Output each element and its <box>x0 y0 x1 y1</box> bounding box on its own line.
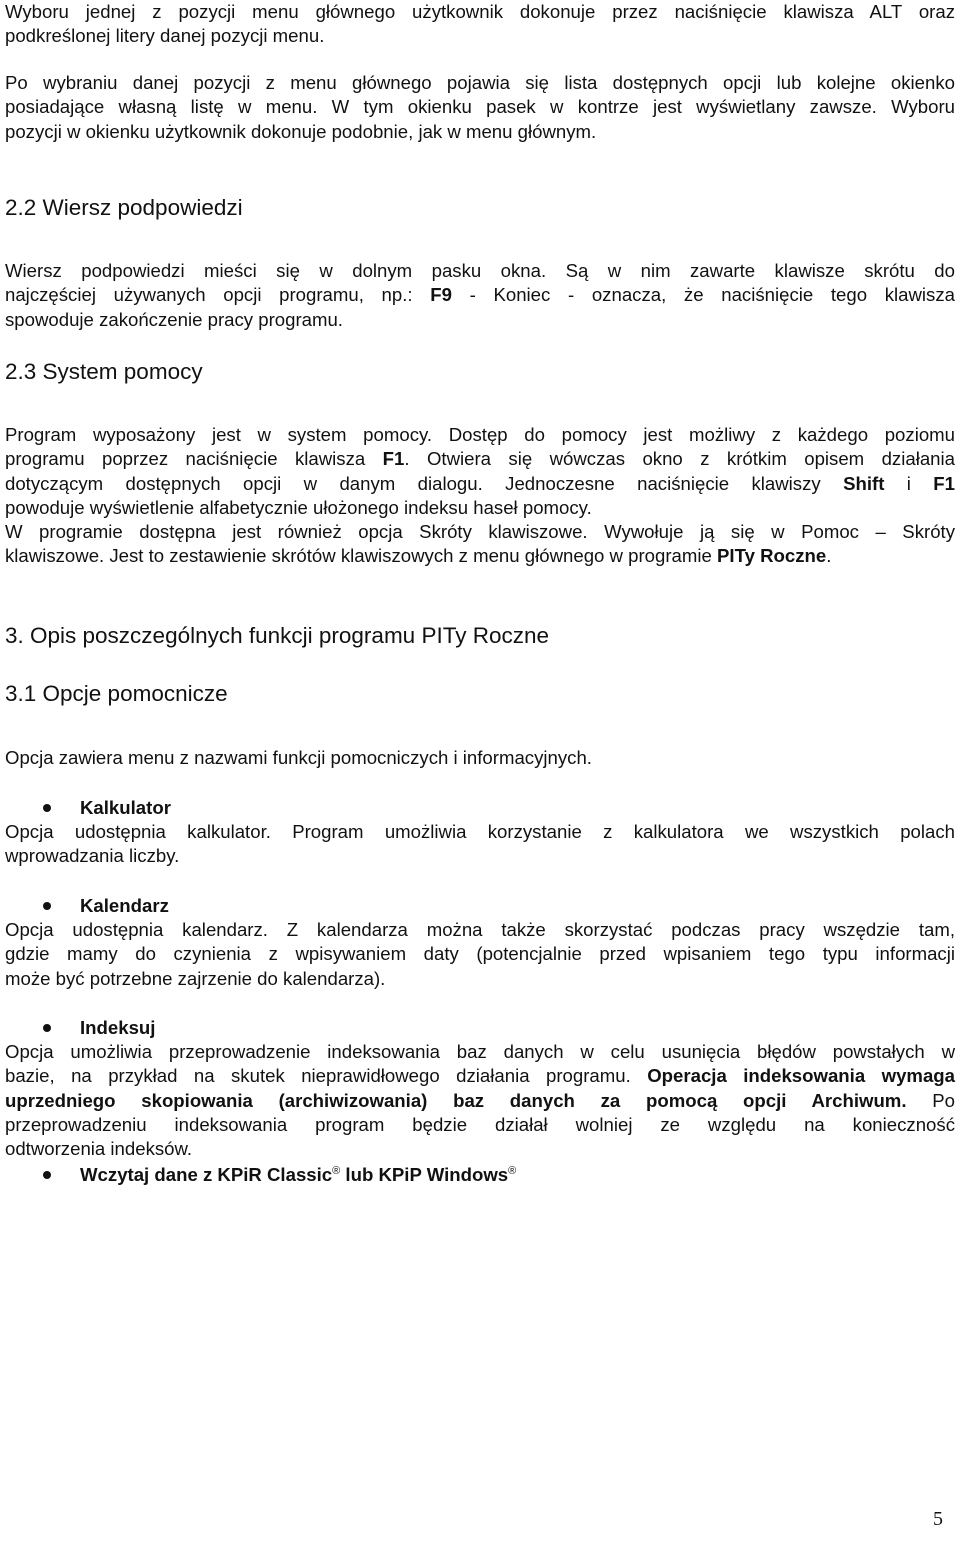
text-line: może być potrzebne zajrzenie do kalendarza). <box>5 967 386 989</box>
text-line: Wiersz podpowiedzi mieści się w dolnym pasku okna. Są w nim zawarte klawisze skrótu do <box>5 260 955 281</box>
bullet-icon <box>43 1171 51 1179</box>
text-line <box>5 447 955 471</box>
text-line: Opcja udostępnia kalendarz. Z kalendarza można także skorzystać podczas pracy wszędzie tam, <box>5 919 955 940</box>
text-line: pozycji w okienku użytkownik dokonuje podobnie, jak w menu głównym. <box>5 120 597 142</box>
key-shift: Shift <box>843 472 885 494</box>
page-number: 5 <box>933 1508 943 1530</box>
program-name: PITy Roczne <box>717 545 827 567</box>
text-line: powoduje wyświetlenie alfabetycznie ułożonego indeksu haseł pomocy. <box>5 496 592 518</box>
text-line <box>5 283 955 307</box>
item-kalkulator-desc <box>5 820 955 869</box>
key-f1: F1 <box>933 472 955 494</box>
text-span: klawiszowe. Jest to zestawienie skrótów klawiszowych z menu głównego w programie <box>5 545 718 567</box>
registered-mark: ® <box>508 1164 517 1177</box>
registered-mark: ® <box>332 1164 341 1177</box>
paragraph-hint-line <box>5 259 955 332</box>
paragraph-options-intro: Opcja zawiera menu z nazwami funkcji pomocniczych i informacyjnych. <box>5 747 592 768</box>
text-line: Opcja udostępnia kalkulator. Program umożliwia korzystanie z kalkulatora we wszystkich polach <box>5 821 955 842</box>
text-span: - Koniec - oznacza, że naciśnięcie tego klawisza <box>451 284 955 306</box>
key-f1: F1 <box>382 448 405 470</box>
text-line: odtworzenia indeksów. <box>5 1138 193 1160</box>
text-span: dotyczącym dostępnych opcji w danym dialogu. Jednoczesne naciśnięcie klawiszy <box>5 472 844 494</box>
text-line: wprowadzania liczby. <box>5 845 180 867</box>
paragraph-menu-alt <box>5 0 955 49</box>
text-line <box>5 544 955 568</box>
text-span: . Otwiera się wówczas okno z krótkim opisem działania <box>404 448 955 470</box>
item-title: lub KPiP Windows <box>340 1164 509 1185</box>
bullet-icon <box>43 902 51 910</box>
section-heading-3: 3. Opis poszczególnych funkcji programu PITy Roczne <box>5 623 549 648</box>
item-indeksuj-desc <box>5 1040 955 1161</box>
text-span: najczęściej używanych opcji programu, np.: <box>5 284 431 306</box>
text-span-bold: uprzedniego skopiowania (archiwizowania) baz danych za pomocą opcji Archiwum. <box>5 1089 907 1111</box>
text-line: Opcja umożliwia przeprowadzenie indeksowania baz danych w celu usunięcia błędów powstałych w <box>5 1041 955 1062</box>
item-title: Kalkulator <box>80 797 171 818</box>
text-line: Wyboru jednej z pozycji menu głównego użytkownik dokonuje przez naciśnięcie klawisza ALT oraz <box>5 1 955 22</box>
item-kalendarz-desc <box>5 918 955 991</box>
item-kalendarz-title <box>5 894 955 918</box>
text-line: przeprowadzeniu indeksowania program będzie działał wolniej ze względu na konieczność <box>5 1113 955 1135</box>
text-span: i <box>884 472 934 494</box>
bullet-icon <box>43 1024 51 1032</box>
paragraph-submenu <box>5 71 955 144</box>
item-kalkulator-title <box>5 796 955 820</box>
text-line <box>5 1064 955 1088</box>
section-heading-2-3: 2.3 System pomocy <box>5 359 203 384</box>
text-line: Program wyposażony jest w system pomocy. Dostęp do pomocy jest możliwy z każdego poziomu <box>5 424 955 445</box>
bullet-icon <box>43 804 51 812</box>
item-title: Kalendarz <box>80 895 169 916</box>
text-span-bold: Operacja indeksowania wymaga <box>647 1065 955 1087</box>
text-span: Po <box>906 1089 955 1111</box>
key-f9: F9 <box>430 284 452 306</box>
text-line: spowoduje zakończenie pracy programu. <box>5 308 343 330</box>
text-line: posiadające własną listę w menu. W tym okienku pasek w kontrze jest wyświetlany zawsze. Wyboru <box>5 96 955 118</box>
item-title: Wczytaj dane z KPiR Classic <box>80 1164 333 1185</box>
text-line: podkreślonej litery danej pozycji menu. <box>5 25 325 47</box>
section-heading-2-2: 2.2 Wiersz podpowiedzi <box>5 195 243 220</box>
text-line <box>5 1089 955 1113</box>
text-line <box>5 472 955 496</box>
item-indeksuj-title <box>5 1016 955 1040</box>
text-span: programu poprzez naciśnięcie klawisza <box>5 448 383 470</box>
text-span: bazie, na przykład na skutek nieprawidłowego działania programu. <box>5 1065 648 1087</box>
item-title: Indeksuj <box>80 1017 156 1038</box>
text-span: . <box>826 545 832 567</box>
item-wczytaj-title <box>5 1163 955 1187</box>
paragraph-help-system <box>5 423 955 569</box>
text-line: W programie dostępna jest również opcja Skróty klawiszowe. Wywołuje ją się w Pomoc – Skróty <box>5 521 955 543</box>
text-line: Po wybraniu danej pozycji z menu głównego pojawia się lista dostępnych opcji lub kolejne okienko <box>5 72 955 93</box>
section-heading-3-1: 3.1 Opcje pomocnicze <box>5 681 228 706</box>
text-line: gdzie mamy do czynienia z wpisywaniem daty (potencjalnie przed wpisaniem tego typu informacji <box>5 943 955 965</box>
